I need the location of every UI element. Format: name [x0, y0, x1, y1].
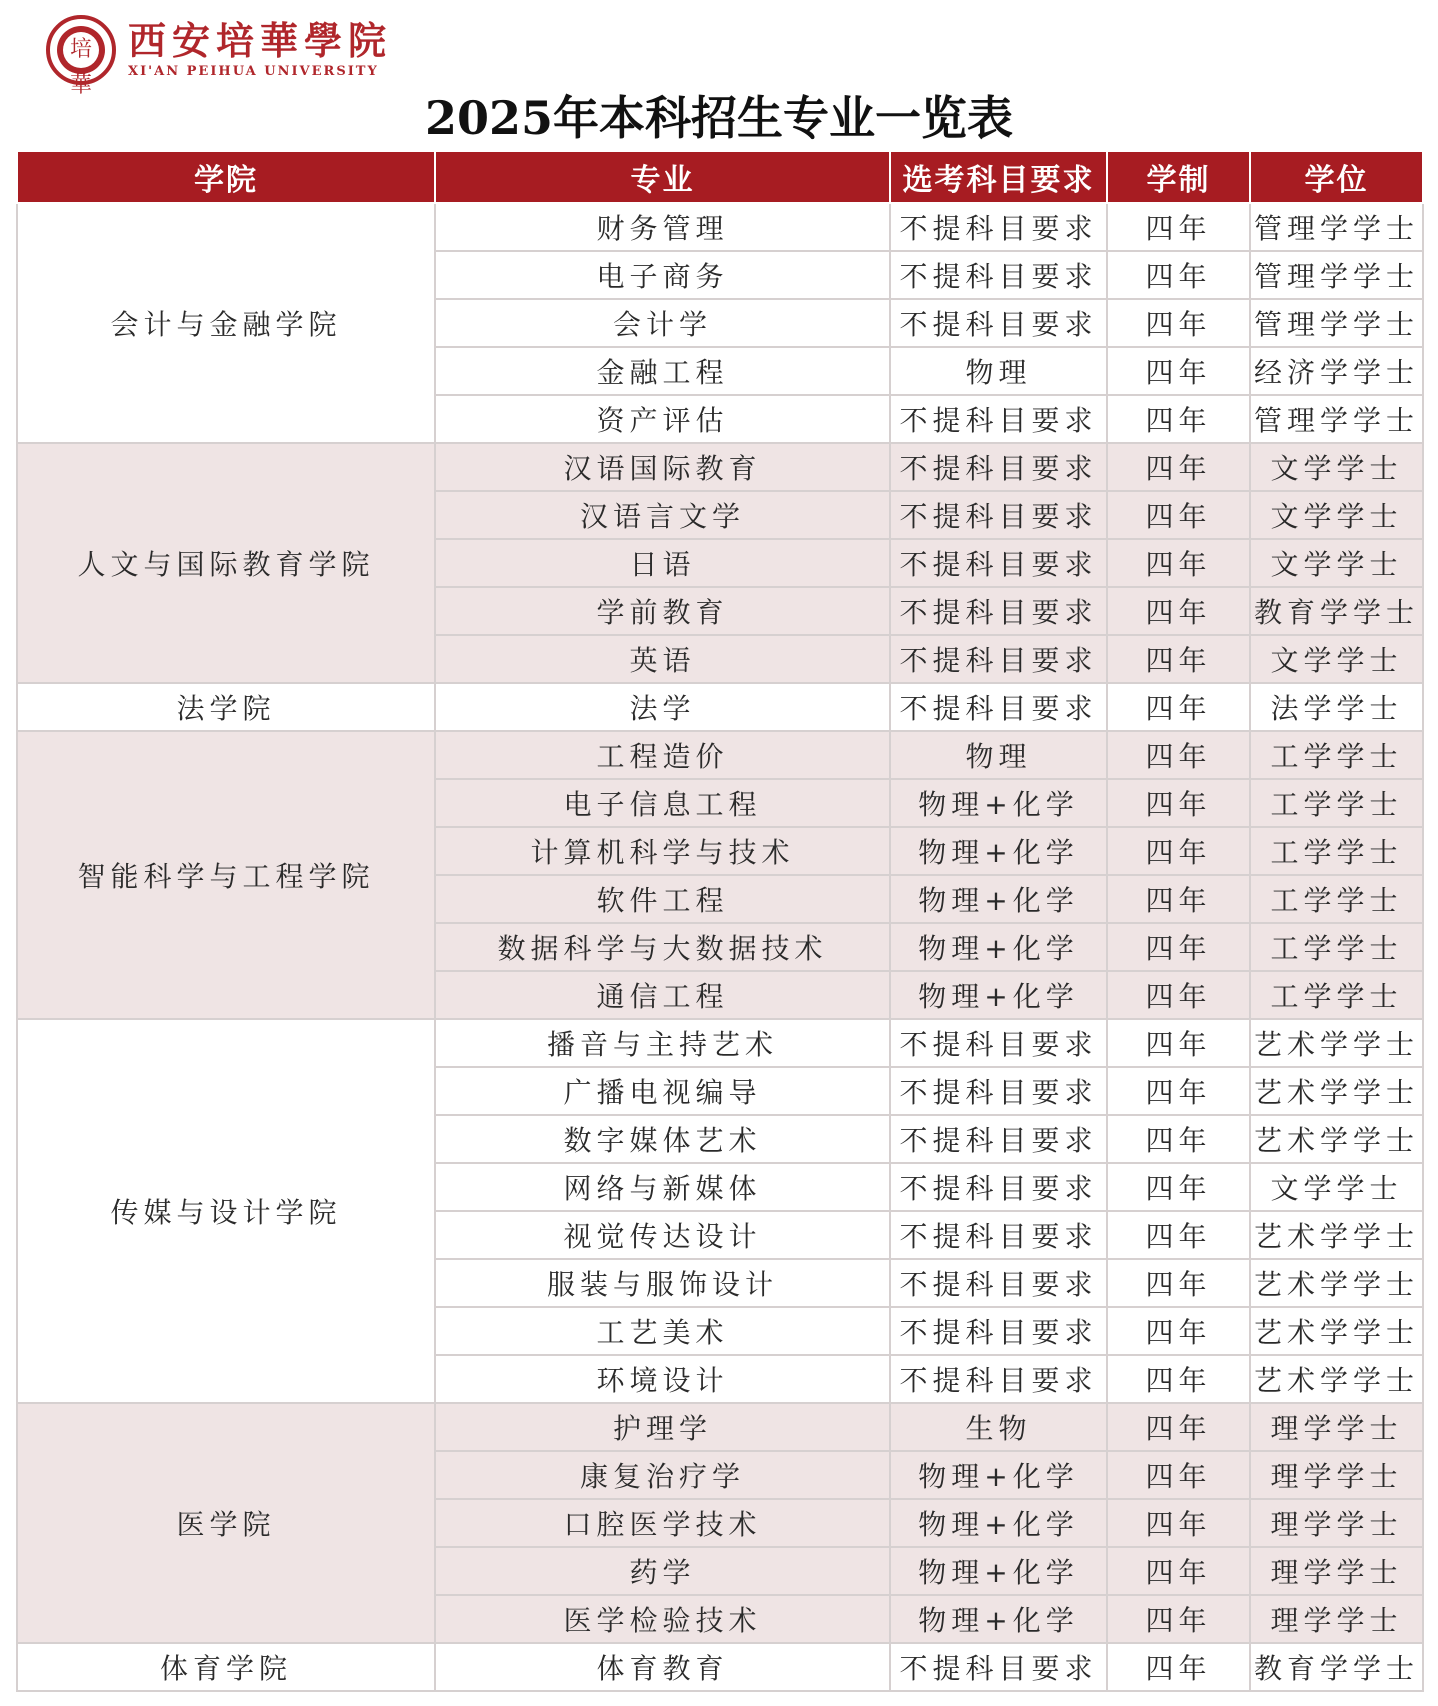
- major-cell: 汉语国际教育: [435, 443, 890, 491]
- table-row: [17, 1643, 1423, 1691]
- requirement-cell: 不提科目要求: [890, 1163, 1107, 1211]
- requirement-cell: 不提科目要求: [890, 1067, 1107, 1115]
- degree-cell: 工学学士: [1250, 827, 1423, 875]
- requirement-cell: 不提科目要求: [890, 1355, 1107, 1403]
- duration-cell: 四年: [1107, 635, 1250, 683]
- major-cell: 通信工程: [435, 971, 890, 1019]
- duration-cell: 四年: [1107, 923, 1250, 971]
- table-row: [17, 1403, 1423, 1451]
- table-row: [17, 1019, 1423, 1067]
- requirement-cell: 物理+化学: [890, 971, 1107, 1019]
- degree-cell: 工学学士: [1250, 971, 1423, 1019]
- requirement-cell: 物理: [890, 347, 1107, 395]
- duration-cell: 四年: [1107, 1163, 1250, 1211]
- requirement-cell: 不提科目要求: [890, 1643, 1107, 1691]
- requirement-cell: 不提科目要求: [890, 1019, 1107, 1067]
- requirement-cell: 物理+化学: [890, 875, 1107, 923]
- college-cell: 人文与国际教育学院: [17, 443, 435, 683]
- major-cell: 护理学: [435, 1403, 890, 1451]
- majors-table: [16, 150, 1424, 1692]
- college-cell: 体育学院: [17, 1643, 435, 1691]
- table-row: [17, 203, 1423, 251]
- column-header-requirement: 选考科目要求: [890, 151, 1107, 203]
- degree-cell: 艺术学学士: [1250, 1355, 1423, 1403]
- major-cell: 口腔医学技术: [435, 1499, 890, 1547]
- degree-cell: 理学学士: [1250, 1403, 1423, 1451]
- requirement-cell: 不提科目要求: [890, 1115, 1107, 1163]
- requirement-cell: 物理+化学: [890, 1499, 1107, 1547]
- degree-cell: 理学学士: [1250, 1547, 1423, 1595]
- major-cell: 体育教育: [435, 1643, 890, 1691]
- degree-cell: 艺术学学士: [1250, 1067, 1423, 1115]
- degree-cell: 艺术学学士: [1250, 1211, 1423, 1259]
- major-cell: 电子信息工程: [435, 779, 890, 827]
- college-cell: 智能科学与工程学院: [17, 731, 435, 1019]
- degree-cell: 艺术学学士: [1250, 1307, 1423, 1355]
- college-cell: 传媒与设计学院: [17, 1019, 435, 1403]
- degree-cell: 教育学学士: [1250, 1643, 1423, 1691]
- logo-wordmark: [128, 19, 392, 81]
- duration-cell: 四年: [1107, 1115, 1250, 1163]
- requirement-cell: 物理+化学: [890, 1595, 1107, 1643]
- major-cell: 播音与主持艺术: [435, 1019, 890, 1067]
- duration-cell: 四年: [1107, 779, 1250, 827]
- page-title: 2025年本科招生专业一览表: [424, 91, 1014, 145]
- major-cell: 金融工程: [435, 347, 890, 395]
- duration-cell: 四年: [1107, 971, 1250, 1019]
- college-cell: 医学院: [17, 1403, 435, 1643]
- requirement-cell: 不提科目要求: [890, 1307, 1107, 1355]
- seal-text: 培華: [69, 37, 92, 98]
- requirement-cell: 物理+化学: [890, 1547, 1107, 1595]
- degree-cell: 管理学学士: [1250, 299, 1423, 347]
- table-row: [17, 443, 1423, 491]
- requirement-cell: 不提科目要求: [890, 443, 1107, 491]
- major-cell: 数字媒体艺术: [435, 1115, 890, 1163]
- degree-cell: 艺术学学士: [1250, 1115, 1423, 1163]
- major-cell: 法学: [435, 683, 890, 731]
- major-cell: 服装与服饰设计: [435, 1259, 890, 1307]
- requirement-cell: 不提科目要求: [890, 299, 1107, 347]
- requirement-cell: 不提科目要求: [890, 1211, 1107, 1259]
- duration-cell: 四年: [1107, 1499, 1250, 1547]
- degree-cell: 艺术学学士: [1250, 1259, 1423, 1307]
- college-cell: 会计与金融学院: [17, 203, 435, 443]
- table-body: [17, 203, 1423, 1691]
- major-cell: 环境设计: [435, 1355, 890, 1403]
- requirement-cell: 不提科目要求: [890, 683, 1107, 731]
- major-cell: 会计学: [435, 299, 890, 347]
- degree-cell: 理学学士: [1250, 1451, 1423, 1499]
- major-cell: 软件工程: [435, 875, 890, 923]
- duration-cell: 四年: [1107, 443, 1250, 491]
- duration-cell: 四年: [1107, 251, 1250, 299]
- duration-cell: 四年: [1107, 395, 1250, 443]
- duration-cell: 四年: [1107, 1355, 1250, 1403]
- school-name-cn: 西安培華學院: [128, 18, 393, 63]
- requirement-cell: 不提科目要求: [890, 203, 1107, 251]
- duration-cell: 四年: [1107, 299, 1250, 347]
- degree-cell: 工学学士: [1250, 923, 1423, 971]
- duration-cell: 四年: [1107, 587, 1250, 635]
- major-cell: 英语: [435, 635, 890, 683]
- column-header-duration: 学制: [1107, 151, 1250, 203]
- major-cell: 学前教育: [435, 587, 890, 635]
- duration-cell: 四年: [1107, 347, 1250, 395]
- degree-cell: 教育学学士: [1250, 587, 1423, 635]
- column-header-major: 专业: [435, 151, 890, 203]
- major-cell: 计算机科学与技术: [435, 827, 890, 875]
- degree-cell: 管理学学士: [1250, 203, 1423, 251]
- degree-cell: 管理学学士: [1250, 251, 1423, 299]
- duration-cell: 四年: [1107, 1259, 1250, 1307]
- major-cell: 网络与新媒体: [435, 1163, 890, 1211]
- degree-cell: 文学学士: [1250, 635, 1423, 683]
- duration-cell: 四年: [1107, 875, 1250, 923]
- major-cell: 药学: [435, 1547, 890, 1595]
- duration-cell: 四年: [1107, 1643, 1250, 1691]
- requirement-cell: 不提科目要求: [890, 395, 1107, 443]
- major-cell: 工艺美术: [435, 1307, 890, 1355]
- duration-cell: 四年: [1107, 203, 1250, 251]
- degree-cell: 艺术学学士: [1250, 1019, 1423, 1067]
- duration-cell: 四年: [1107, 1595, 1250, 1643]
- degree-cell: 文学学士: [1250, 1163, 1423, 1211]
- duration-cell: 四年: [1107, 1403, 1250, 1451]
- table-header-row: [17, 151, 1423, 203]
- requirement-cell: 物理+化学: [890, 923, 1107, 971]
- university-seal-icon: [46, 15, 116, 98]
- major-cell: 财务管理: [435, 203, 890, 251]
- degree-cell: 工学学士: [1250, 779, 1423, 827]
- duration-cell: 四年: [1107, 491, 1250, 539]
- requirement-cell: 物理+化学: [890, 827, 1107, 875]
- duration-cell: 四年: [1107, 1547, 1250, 1595]
- table-row: [17, 731, 1423, 779]
- requirement-cell: 物理+化学: [890, 1451, 1107, 1499]
- requirement-cell: 生物: [890, 1403, 1107, 1451]
- requirement-cell: 不提科目要求: [890, 635, 1107, 683]
- major-cell: 汉语言文学: [435, 491, 890, 539]
- duration-cell: 四年: [1107, 827, 1250, 875]
- major-cell: 资产评估: [435, 395, 890, 443]
- school-name-en: XI'AN PEIHUA UNIVERSITY: [128, 64, 379, 79]
- duration-cell: 四年: [1107, 1211, 1250, 1259]
- duration-cell: 四年: [1107, 539, 1250, 587]
- column-header-college: 学院: [17, 151, 435, 203]
- duration-cell: 四年: [1107, 1451, 1250, 1499]
- requirement-cell: 不提科目要求: [890, 587, 1107, 635]
- requirement-cell: 物理+化学: [890, 779, 1107, 827]
- duration-cell: 四年: [1107, 1307, 1250, 1355]
- degree-cell: 工学学士: [1250, 731, 1423, 779]
- university-logo: [46, 14, 393, 98]
- major-cell: 工程造价: [435, 731, 890, 779]
- degree-cell: 管理学学士: [1250, 395, 1423, 443]
- table-row: [17, 683, 1423, 731]
- degree-cell: 理学学士: [1250, 1595, 1423, 1643]
- college-cell: 法学院: [17, 683, 435, 731]
- requirement-cell: 不提科目要求: [890, 491, 1107, 539]
- duration-cell: 四年: [1107, 731, 1250, 779]
- duration-cell: 四年: [1107, 1067, 1250, 1115]
- major-cell: 日语: [435, 539, 890, 587]
- major-cell: 视觉传达设计: [435, 1211, 890, 1259]
- requirement-cell: 不提科目要求: [890, 1259, 1107, 1307]
- duration-cell: 四年: [1107, 683, 1250, 731]
- major-cell: 广播电视编导: [435, 1067, 890, 1115]
- duration-cell: 四年: [1107, 1019, 1250, 1067]
- requirement-cell: 不提科目要求: [890, 251, 1107, 299]
- degree-cell: 法学学士: [1250, 683, 1423, 731]
- requirement-cell: 不提科目要求: [890, 539, 1107, 587]
- degree-cell: 文学学士: [1250, 539, 1423, 587]
- major-cell: 康复治疗学: [435, 1451, 890, 1499]
- major-cell: 电子商务: [435, 251, 890, 299]
- degree-cell: 工学学士: [1250, 875, 1423, 923]
- column-header-degree: 学位: [1250, 151, 1423, 203]
- major-cell: 医学检验技术: [435, 1595, 890, 1643]
- degree-cell: 文学学士: [1250, 443, 1423, 491]
- degree-cell: 理学学士: [1250, 1499, 1423, 1547]
- degree-cell: 经济学学士: [1250, 347, 1423, 395]
- requirement-cell: 物理: [890, 731, 1107, 779]
- degree-cell: 文学学士: [1250, 491, 1423, 539]
- major-cell: 数据科学与大数据技术: [435, 923, 890, 971]
